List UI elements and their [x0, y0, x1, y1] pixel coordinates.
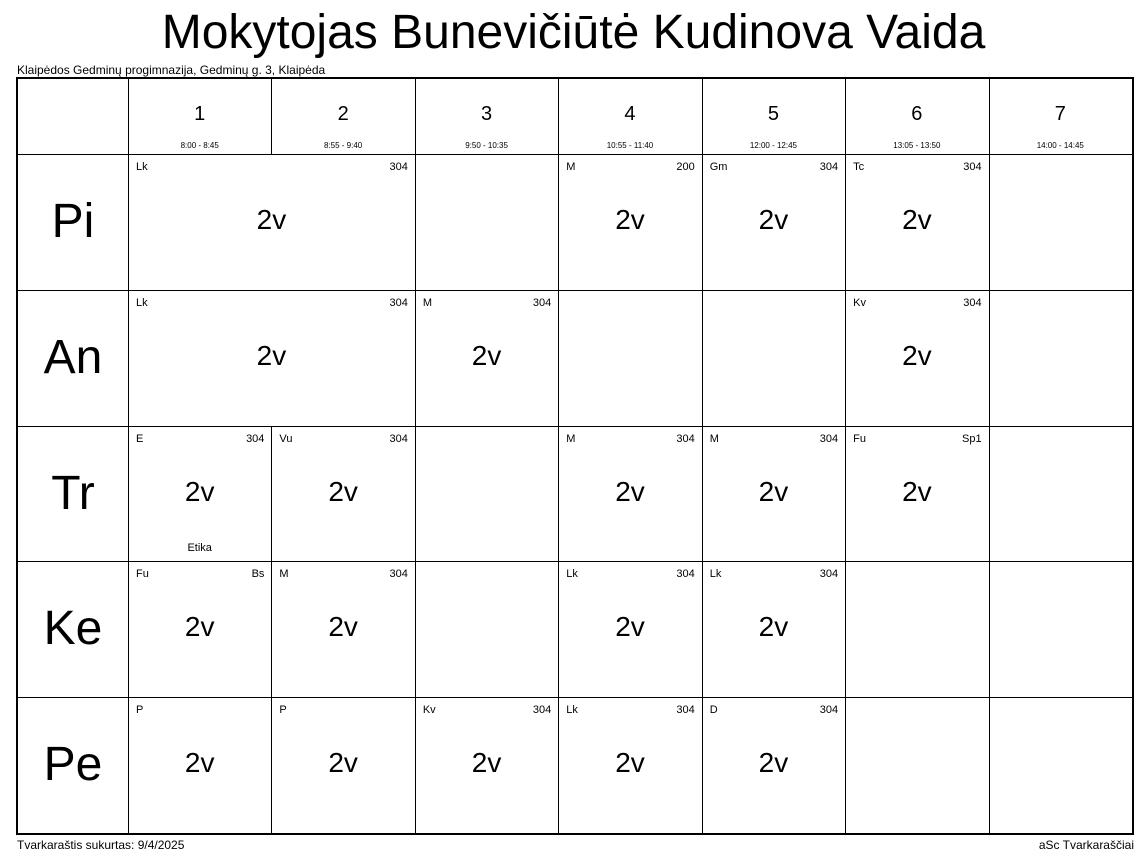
lesson-room: 200 [676, 161, 695, 173]
lesson-class: 2v [471, 747, 502, 779]
period-header [702, 79, 845, 154]
lesson-subject: Vu [279, 432, 293, 445]
period-header-divider [702, 79, 703, 154]
lesson-class: 2v [184, 611, 215, 643]
lesson-room: Sp1 [961, 432, 982, 445]
period-time: 8:55 - 9:40 [324, 141, 363, 150]
lesson-class: 2v [328, 611, 358, 643]
lesson-class: 2v [758, 475, 789, 507]
lesson-cell[interactable] [128, 290, 415, 426]
lesson-subject: Kv [422, 704, 436, 717]
lesson-cell[interactable] [128, 426, 271, 562]
period-header-divider [989, 79, 990, 154]
cell-divider [845, 561, 846, 697]
lesson-subject: M [709, 432, 719, 445]
lesson-room: 304 [676, 568, 695, 581]
lesson-cell[interactable] [415, 697, 558, 833]
lesson-cell[interactable] [128, 154, 415, 290]
lesson-class: 2v [615, 747, 645, 779]
lesson-room: 304 [532, 296, 552, 309]
lesson-cell[interactable] [558, 426, 701, 562]
lesson-class: 2v [471, 339, 502, 371]
lesson-class: 2v [758, 747, 789, 779]
lesson-class: 2v [184, 475, 215, 507]
lesson-subject: Fu [136, 568, 149, 581]
lesson-room: 304 [819, 568, 839, 581]
day-label: Pi [51, 194, 95, 248]
period-header-divider [415, 79, 416, 154]
period-time: 13:05 - 13:50 [893, 141, 941, 150]
lesson-class: 2v [256, 339, 287, 371]
lesson-room: 304 [389, 568, 408, 581]
period-number: 4 [624, 103, 636, 125]
lesson-room: 304 [963, 296, 982, 309]
period-number: 5 [767, 103, 779, 125]
cell-divider [415, 426, 416, 562]
period-header [558, 79, 701, 154]
day-label: An [43, 330, 103, 384]
lesson-subject: P [279, 704, 287, 717]
lesson-subject: E [136, 432, 144, 445]
lesson-subject: D [709, 704, 718, 717]
period-number: 2 [337, 103, 349, 125]
lesson-cell[interactable] [271, 426, 414, 562]
period-header [415, 79, 558, 154]
lesson-room: 304 [676, 704, 695, 717]
lesson-subject: Lk [566, 568, 578, 581]
cell-divider [989, 561, 990, 697]
cell-divider [989, 426, 990, 562]
period-time: 8:00 - 8:45 [180, 141, 219, 150]
lesson-subject: Tc [853, 161, 865, 173]
lesson-room: 304 [246, 432, 265, 445]
lesson-subject: M [422, 296, 433, 309]
period-header-divider [271, 79, 272, 154]
cell-divider [558, 290, 559, 426]
period-number: 7 [1054, 103, 1066, 125]
lesson-cell[interactable] [702, 154, 845, 290]
cell-divider [415, 154, 416, 290]
lesson-cell[interactable] [845, 154, 988, 290]
period-header-divider [845, 79, 846, 154]
lesson-cell[interactable] [558, 697, 701, 833]
lesson-room: 304 [532, 704, 552, 717]
lesson-cell[interactable] [702, 697, 845, 833]
lesson-class: 2v [615, 204, 645, 235]
lesson-subject: Lk [136, 296, 148, 309]
cell-divider [989, 697, 990, 833]
lesson-cell[interactable] [271, 561, 414, 697]
period-time: 10:55 - 11:40 [606, 141, 654, 150]
lesson-class: 2v [615, 611, 645, 643]
lesson-room: 304 [389, 296, 408, 309]
period-time: 12:00 - 12:45 [749, 141, 797, 150]
period-number: 6 [911, 103, 923, 125]
lesson-cell[interactable] [702, 426, 845, 562]
period-header [128, 79, 271, 154]
lesson-class: 2v [902, 475, 932, 507]
lesson-room: 304 [819, 704, 839, 717]
lesson-subject: M [566, 432, 576, 445]
cell-divider [845, 697, 846, 833]
lesson-class: 2v [902, 204, 932, 235]
lesson-subject: Kv [853, 296, 866, 309]
lesson-class: 2v [328, 475, 358, 507]
lesson-subject: Gm [709, 161, 728, 173]
cell-divider [415, 561, 416, 697]
lesson-room: 304 [676, 432, 695, 445]
lesson-subject: P [136, 704, 144, 717]
period-header [271, 79, 414, 154]
period-header-divider [558, 79, 559, 154]
lesson-room: 304 [819, 161, 839, 173]
lesson-room: 304 [819, 432, 839, 445]
day-label: Pe [43, 738, 103, 792]
lesson-subject: Lk [136, 161, 148, 173]
lesson-note: Etika [187, 541, 212, 554]
lesson-cell[interactable] [271, 697, 414, 833]
lesson-class: 2v [184, 747, 215, 779]
lesson-subject: M [566, 161, 576, 173]
lesson-subject: Lk [709, 568, 722, 581]
brand-label: aSc Tvarkaraščiai [1038, 838, 1134, 852]
period-time: 9:50 - 10:35 [465, 141, 508, 150]
lesson-class: 2v [758, 611, 789, 643]
period-time: 14:00 - 14:45 [1036, 141, 1084, 150]
lesson-room: Bs [251, 568, 265, 581]
lesson-cell[interactable] [128, 697, 271, 833]
lesson-subject: M [279, 568, 289, 581]
lesson-cell[interactable] [558, 561, 701, 697]
lesson-cell[interactable] [845, 426, 988, 562]
lesson-room: 304 [389, 432, 408, 445]
period-header [989, 79, 1132, 154]
lesson-class: 2v [902, 339, 932, 371]
lesson-cell[interactable] [845, 290, 988, 426]
lesson-class: 2v [328, 747, 358, 779]
lesson-cell[interactable] [558, 154, 701, 290]
day-label: Tr [51, 466, 95, 520]
lesson-cell[interactable] [128, 561, 271, 697]
cell-divider [989, 290, 990, 426]
lesson-room: 304 [389, 161, 408, 173]
period-number: 1 [194, 103, 206, 125]
lesson-class: 2v [758, 204, 789, 235]
lesson-subject: Fu [853, 432, 866, 445]
lesson-cell[interactable] [415, 290, 558, 426]
school-address: Klaipėdos Gedminų progimnazija, Gedminų g. 3, Klaipėda [17, 63, 326, 77]
lesson-room: 304 [963, 161, 982, 173]
period-header [845, 79, 988, 154]
period-number: 3 [480, 103, 493, 125]
lesson-class: 2v [615, 475, 645, 507]
lesson-cell[interactable] [702, 561, 845, 697]
day-label: Ke [43, 602, 103, 656]
cell-divider [989, 154, 990, 290]
page-title: Mokytojas Bunevičiūtė Kudinova Vaida [161, 6, 986, 59]
cell-divider [702, 290, 703, 426]
created-date: Tvarkaraštis sukurtas: 9/4/2025 [17, 838, 185, 852]
lesson-class: 2v [256, 204, 287, 235]
timetable-grid [16, 77, 1134, 835]
lesson-subject: Lk [566, 704, 578, 717]
